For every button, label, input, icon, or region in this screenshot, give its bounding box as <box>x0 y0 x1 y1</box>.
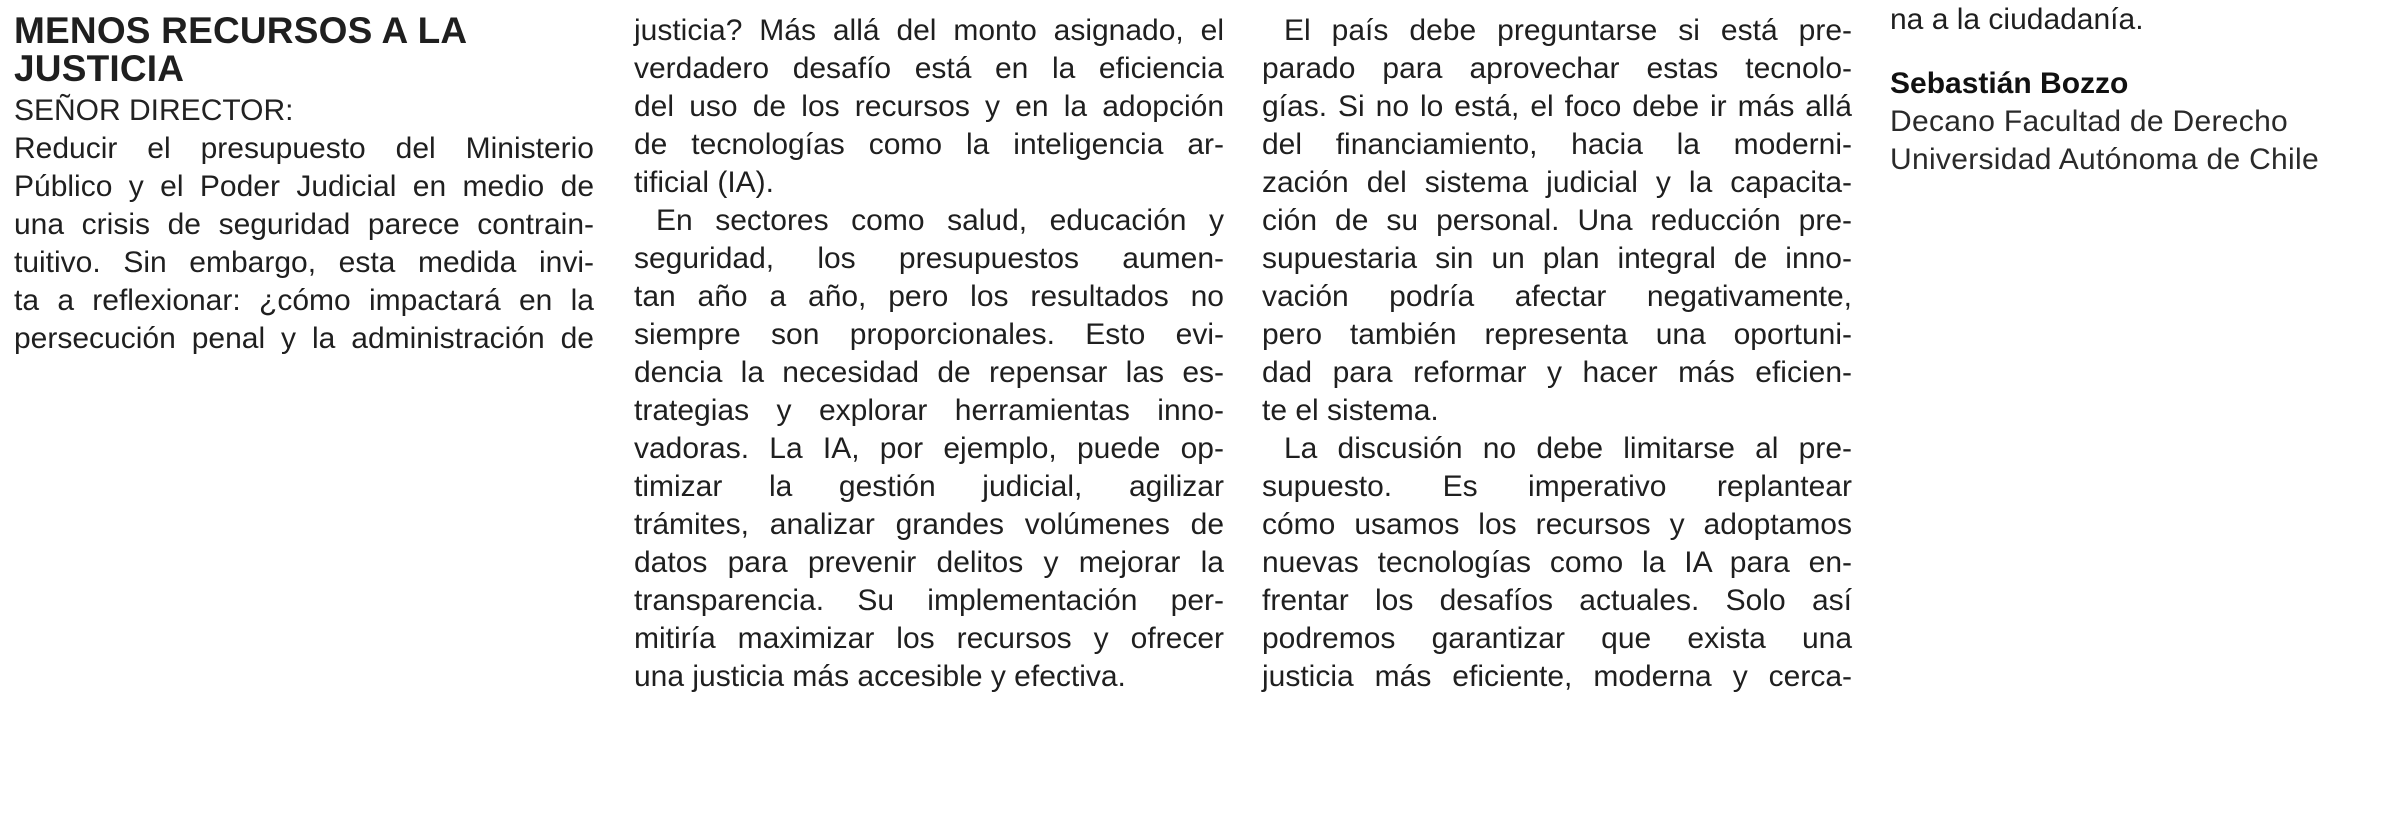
column-1 <box>14 0 594 358</box>
column-2 <box>634 0 1224 696</box>
text-line: siempre son proporcionales. Esto evi- <box>634 318 1224 351</box>
text-line: vación podría afectar negativamente, <box>1262 280 1852 313</box>
salutation: SEÑOR DIRECTOR: <box>14 94 294 127</box>
text-line: del uso de los recursos y en la adopción <box>634 90 1224 123</box>
text-line: supuesto. Es imperativo replantear <box>1262 470 1852 503</box>
text-line: cómo usamos los recursos y adoptamos <box>1262 508 1852 541</box>
text-line: ción de su personal. Una reducción pre- <box>1262 204 1852 237</box>
column-3 <box>1262 0 1852 696</box>
column-2-text <box>634 12 1224 696</box>
text-line: supuestaria sin un plan integral de inno- <box>1262 242 1852 275</box>
text-line: El país debe preguntarse si está pre- <box>1284 14 1852 47</box>
text-line: datos para prevenir delitos y mejorar la <box>634 546 1224 579</box>
text-line: trategias y explorar herramientas inno- <box>634 394 1224 427</box>
text-line: gías. Si no lo está, el foco debe ir más allá <box>1262 90 1852 123</box>
text-line: justicia más eficiente, moderna y cerca- <box>1262 660 1852 693</box>
text-line: del financiamiento, hacia la moderni- <box>1262 128 1852 161</box>
text-line: na a la ciudadanía. <box>1890 3 2144 36</box>
text-line: dad para reformar y hacer más eficien- <box>1262 356 1852 389</box>
text-line: Público y el Poder Judicial en medio de <box>14 170 594 203</box>
text-line: te el sistema. <box>1262 394 1439 427</box>
text-line: ta a reflexionar: ¿cómo impactará en la <box>14 284 594 317</box>
text-line: trámites, analizar grandes volúmenes de <box>634 508 1224 541</box>
text-line: frentar los desafíos actuales. Solo así <box>1262 584 1852 617</box>
text-line: zación del sistema judicial y la capacita- <box>1262 166 1852 199</box>
column-4 <box>1890 0 2390 179</box>
text-line: una crisis de seguridad parece contrain- <box>14 208 594 241</box>
article-headline <box>14 12 594 88</box>
text-line: En sectores como salud, educación y <box>656 204 1224 237</box>
text-line: transparencia. Su implementación per- <box>634 584 1224 617</box>
headline-line: JUSTICIA <box>14 48 185 89</box>
text-line: persecución penal y la administración de <box>14 322 594 355</box>
text-line: timizar la gestión judicial, agilizar <box>634 470 1224 503</box>
column-4-text <box>1890 1 2390 39</box>
text-line: pero también representa una oportuni- <box>1262 318 1852 351</box>
column-3-text <box>1262 12 1852 696</box>
text-line: tificial (IA). <box>634 166 775 199</box>
text-line: podremos garantizar que exista una <box>1262 622 1852 655</box>
text-line: nuevas tecnologías como la IA para en- <box>1262 546 1852 579</box>
text-line: parado para aprovechar estas tecnolo- <box>1262 52 1852 85</box>
headline-line: MENOS RECURSOS A LA <box>14 10 468 51</box>
text-line: tuitivo. Sin embargo, esta medida invi- <box>14 246 594 279</box>
text-line: justicia? Más allá del monto asignado, el <box>634 14 1224 47</box>
author-name: Sebastián Bozzo <box>1890 67 2129 100</box>
text-line: Reducir el presupuesto del Ministerio <box>14 132 594 165</box>
text-line: vadoras. La IA, por ejemplo, puede op- <box>634 432 1224 465</box>
text-line: verdadero desafío está en la eficiencia <box>634 52 1224 85</box>
text-line: dencia la necesidad de repensar las es- <box>634 356 1224 389</box>
text-line: seguridad, los presupuestos aumen- <box>634 242 1224 275</box>
text-line: mitiría maximizar los recursos y ofrecer <box>634 622 1224 655</box>
text-line: de tecnologías como la inteligencia ar- <box>634 128 1224 161</box>
text-line: La discusión no debe limitarse al pre- <box>1284 432 1852 465</box>
text-line: tan año a año, pero los resultados no <box>634 280 1224 313</box>
author-affiliation-line: Universidad Autónoma de Chile <box>1890 143 2319 176</box>
text-line: una justicia más accesible y efectiva. <box>634 660 1126 693</box>
column-1-text <box>14 130 594 358</box>
author-title-line: Decano Facultad de Derecho <box>1890 105 2289 138</box>
